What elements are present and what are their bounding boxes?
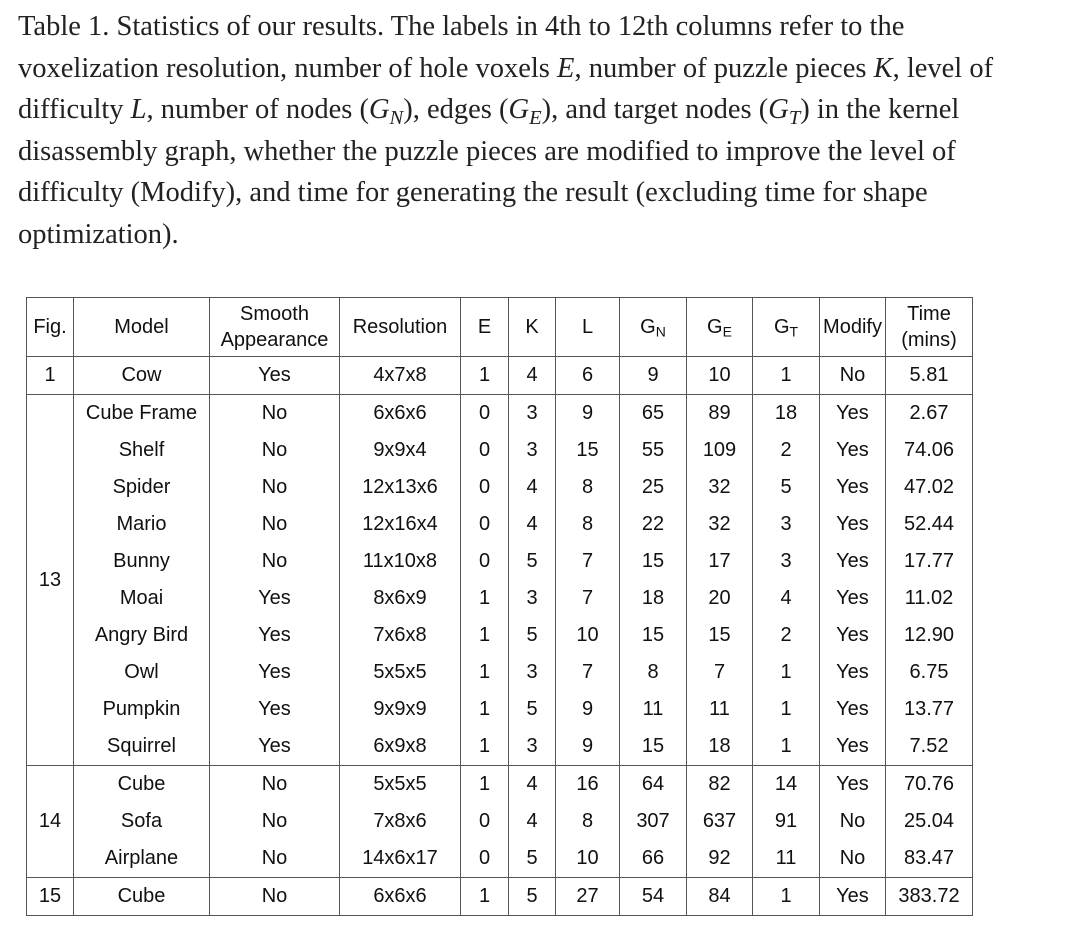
e-cell: 0 [461,840,509,878]
time-cell: 5.81 [886,357,973,395]
ge-cell: 10 [687,357,753,395]
k-cell: 3 [509,654,556,691]
gt-cell: 1 [753,728,820,766]
smooth-appearance-cell: No [210,543,340,580]
time-cell: 70.76 [886,766,973,804]
ge-cell: 637 [687,803,753,840]
gt-cell: 18 [753,395,820,433]
smooth-appearance-cell: Yes [210,691,340,728]
modify-cell: Yes [820,506,886,543]
statistics-table [26,297,973,916]
resolution-cell: 7x6x8 [340,617,461,654]
ge-cell: 89 [687,395,753,433]
gt-cell: 11 [753,840,820,878]
resolution-cell: 5x5x5 [340,654,461,691]
l-cell: 7 [556,543,620,580]
k-cell: 3 [509,580,556,617]
header-resolution: Resolution [340,298,461,357]
ge-cell: 11 [687,691,753,728]
gn-cell: 11 [620,691,687,728]
k-cell: 5 [509,691,556,728]
gt-cell: 3 [753,543,820,580]
header-e: E [461,298,509,357]
l-cell: 7 [556,580,620,617]
e-cell: 0 [461,803,509,840]
table-caption: Table 1. Statistics of our results. The labels in 4th to 12th columns refer to the voxelization resolution, number of hole voxels E, number of puzzle pieces K, level of difficulty L, number of nodes $(G_N)$, edges $(G_E)$, and target nodes $(G_T)$ in the kernel disassembly graph, whether the puzzle pieces are modified to improve the level of difficulty (Modify), and time for generating the result (excluding time for shape optimization). [18,11,994,250]
table-row [27,617,973,654]
model-cell: Owl [74,654,210,691]
time-cell: 83.47 [886,840,973,878]
modify-cell: Yes [820,432,886,469]
modify-cell: Yes [820,617,886,654]
ge-cell: 15 [687,617,753,654]
e-cell: 0 [461,469,509,506]
k-cell: 3 [509,432,556,469]
table-row [27,840,973,878]
k-cell: 3 [509,728,556,766]
ge-cell: 82 [687,766,753,804]
ge-cell: 32 [687,506,753,543]
fig-cell: 13 [27,395,74,766]
ge-cell: 92 [687,840,753,878]
header-gn: $G_N$ [620,298,687,357]
gt-cell: 2 [753,617,820,654]
table-row [27,469,973,506]
model-cell: Bunny [74,543,210,580]
header-l: L [556,298,620,357]
time-cell: 383.72 [886,878,973,916]
resolution-cell: 8x6x9 [340,580,461,617]
gt-cell: 2 [753,432,820,469]
l-cell: 27 [556,878,620,916]
gn-cell: 8 [620,654,687,691]
l-cell: 7 [556,654,620,691]
gt-cell: 91 [753,803,820,840]
header-row [27,298,973,357]
e-cell: 0 [461,543,509,580]
model-cell: Moai [74,580,210,617]
e-cell: 1 [461,691,509,728]
resolution-cell: 4x7x8 [340,357,461,395]
l-cell: 15 [556,432,620,469]
modify-cell: Yes [820,766,886,804]
resolution-cell: 9x9x4 [340,432,461,469]
l-cell: 8 [556,803,620,840]
model-cell: Cow [74,357,210,395]
time-cell: 25.04 [886,803,973,840]
gn-cell: 15 [620,617,687,654]
header-model: Model [74,298,210,357]
fig-cell: 14 [27,766,74,878]
table-row [27,395,973,433]
resolution-cell: 12x16x4 [340,506,461,543]
ge-cell: 84 [687,878,753,916]
table-row [27,432,973,469]
time-cell: 52.44 [886,506,973,543]
time-cell: 12.90 [886,617,973,654]
fig-cell: 1 [27,357,74,395]
header-gt: $G_T$ [753,298,820,357]
smooth-appearance-cell: No [210,766,340,804]
table-row [27,766,973,804]
time-cell: 7.52 [886,728,973,766]
k-cell: 3 [509,395,556,433]
e-cell: 1 [461,766,509,804]
ge-cell: 18 [687,728,753,766]
l-cell: 9 [556,691,620,728]
k-cell: 5 [509,617,556,654]
l-cell: 8 [556,469,620,506]
table-row [27,506,973,543]
e-cell: 1 [461,580,509,617]
modify-cell: Yes [820,878,886,916]
k-cell: 4 [509,357,556,395]
ge-cell: 20 [687,580,753,617]
gt-cell: 1 [753,878,820,916]
gn-cell: 9 [620,357,687,395]
smooth-appearance-cell: No [210,469,340,506]
time-cell: 74.06 [886,432,973,469]
table-row [27,580,973,617]
modify-cell: No [820,803,886,840]
l-cell: 9 [556,728,620,766]
l-cell: 16 [556,766,620,804]
gn-cell: 55 [620,432,687,469]
gn-cell: 15 [620,543,687,580]
fig-cell: 15 [27,878,74,916]
resolution-cell: 6x6x6 [340,395,461,433]
l-cell: 8 [556,506,620,543]
resolution-cell: 14x6x17 [340,840,461,878]
k-cell: 4 [509,803,556,840]
smooth-appearance-cell: No [210,432,340,469]
e-cell: 1 [461,654,509,691]
model-cell: Shelf [74,432,210,469]
e-cell: 1 [461,617,509,654]
e-cell: 1 [461,728,509,766]
resolution-cell: 6x9x8 [340,728,461,766]
gn-cell: 22 [620,506,687,543]
table-row [27,878,973,916]
model-cell: Cube Frame [74,395,210,433]
smooth-appearance-cell: Yes [210,728,340,766]
k-cell: 4 [509,766,556,804]
table-row [27,357,973,395]
l-cell: 6 [556,357,620,395]
smooth-appearance-cell: No [210,395,340,433]
model-cell: Spider [74,469,210,506]
modify-cell: Yes [820,691,886,728]
gn-cell: 307 [620,803,687,840]
gn-cell: 64 [620,766,687,804]
header-ge: $G_E$ [687,298,753,357]
smooth-appearance-cell: No [210,506,340,543]
smooth-appearance-cell: Yes [210,654,340,691]
table-row [27,728,973,766]
e-cell: 1 [461,878,509,916]
time-cell: 2.67 [886,395,973,433]
model-cell: Cube [74,766,210,804]
resolution-cell: 9x9x9 [340,691,461,728]
header-fig: Fig. [27,298,74,357]
smooth-appearance-cell: Yes [210,357,340,395]
smooth-appearance-cell: No [210,840,340,878]
gt-cell: 14 [753,766,820,804]
gn-cell: 65 [620,395,687,433]
table-row [27,803,973,840]
time-cell: 6.75 [886,654,973,691]
model-cell: Mario [74,506,210,543]
gt-cell: 1 [753,654,820,691]
l-cell: 9 [556,395,620,433]
ge-cell: 32 [687,469,753,506]
k-cell: 4 [509,506,556,543]
modify-cell: Yes [820,469,886,506]
modify-cell: No [820,357,886,395]
gt-cell: 4 [753,580,820,617]
model-cell: Pumpkin [74,691,210,728]
gt-cell: 3 [753,506,820,543]
model-cell: Airplane [74,840,210,878]
smooth-appearance-cell: Yes [210,580,340,617]
table-body [27,357,973,916]
model-cell: Angry Bird [74,617,210,654]
smooth-appearance-cell: Yes [210,617,340,654]
gn-cell: 15 [620,728,687,766]
gn-cell: 66 [620,840,687,878]
modify-cell: Yes [820,654,886,691]
ge-cell: 7 [687,654,753,691]
e-cell: 1 [461,357,509,395]
ge-cell: 17 [687,543,753,580]
header-k: K [509,298,556,357]
k-cell: 5 [509,543,556,580]
header-modify: Modify [820,298,886,357]
gn-cell: 25 [620,469,687,506]
resolution-cell: 12x13x6 [340,469,461,506]
table-row [27,543,973,580]
modify-cell: Yes [820,728,886,766]
time-cell: 13.77 [886,691,973,728]
gn-cell: 18 [620,580,687,617]
resolution-cell: 11x10x8 [340,543,461,580]
smooth-appearance-cell: No [210,878,340,916]
header-time: Time (mins) [886,298,973,357]
gt-cell: 5 [753,469,820,506]
k-cell: 4 [509,469,556,506]
model-cell: Sofa [74,803,210,840]
resolution-cell: 5x5x5 [340,766,461,804]
time-cell: 17.77 [886,543,973,580]
smooth-appearance-cell: No [210,803,340,840]
l-cell: 10 [556,617,620,654]
time-cell: 47.02 [886,469,973,506]
table-row [27,654,973,691]
header-smooth-appearance: Smooth Appearance [210,298,340,357]
e-cell: 0 [461,432,509,469]
k-cell: 5 [509,878,556,916]
l-cell: 10 [556,840,620,878]
ge-cell: 109 [687,432,753,469]
time-cell: 11.02 [886,580,973,617]
e-cell: 0 [461,506,509,543]
table-row [27,691,973,728]
modify-cell: Yes [820,395,886,433]
model-cell: Squirrel [74,728,210,766]
modify-cell: No [820,840,886,878]
gt-cell: 1 [753,691,820,728]
model-cell: Cube [74,878,210,916]
gn-cell: 54 [620,878,687,916]
k-cell: 5 [509,840,556,878]
modify-cell: Yes [820,580,886,617]
resolution-cell: 7x8x6 [340,803,461,840]
e-cell: 0 [461,395,509,433]
resolution-cell: 6x6x6 [340,878,461,916]
modify-cell: Yes [820,543,886,580]
gt-cell: 1 [753,357,820,395]
